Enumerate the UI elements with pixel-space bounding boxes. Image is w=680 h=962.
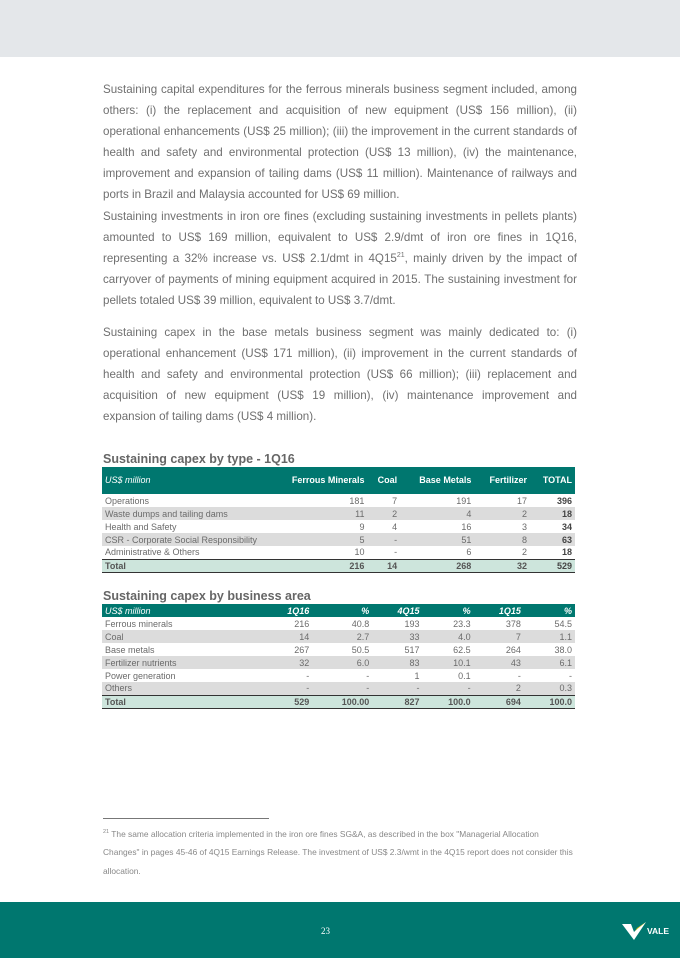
cell-value: 18	[561, 547, 572, 558]
cell-value: 0.3	[524, 682, 575, 695]
cell-value: 63	[530, 533, 575, 546]
cell-value: 23.3	[453, 618, 471, 629]
cell-value: 62.5	[453, 644, 471, 655]
cell-value: 2	[474, 507, 530, 520]
row-label: CSR - Corporate Social Responsibility	[102, 533, 267, 546]
footnote: $^{21}$ The same allocation criteria implemented in the iron ore fines SG&A, as described in the box "Managerial Allocation Changes" in pages 45-46 of 4Q15 Earnings Release. The investment of US$ 2.3/wmt in the 4Q15 report does not consider this allocation.	[103, 828, 573, 876]
column-header: Base Metals	[400, 467, 474, 494]
cell-value: -	[262, 682, 312, 695]
vale-v-icon	[622, 922, 646, 940]
column-header: Fertilizer	[474, 467, 530, 494]
cell-value: 32	[262, 656, 312, 669]
cell-value: 10.1	[423, 656, 474, 669]
column-header: 1Q15	[474, 604, 524, 617]
cell-value: 378	[505, 618, 521, 629]
cell-value: 2	[367, 507, 400, 520]
row-label: Waste dumps and tailing dams	[102, 507, 267, 520]
cell-value: -	[312, 682, 372, 695]
cell-value: 54.5	[554, 618, 572, 629]
cell-value: 16	[461, 521, 472, 532]
cell-value: 2	[474, 682, 524, 695]
cell-value: 14	[262, 630, 312, 643]
total-row	[102, 559, 575, 572]
cell-value: -	[366, 670, 370, 681]
cell-value: 100.0	[524, 695, 575, 708]
row-label: Health and Safety	[105, 521, 177, 532]
table-row	[102, 494, 575, 507]
cell-value: 18	[530, 507, 575, 520]
row-label: Power generation	[105, 670, 176, 681]
table-row	[102, 546, 575, 559]
table-row	[102, 630, 575, 643]
cell-value: -	[367, 533, 400, 546]
cell-value: 7	[474, 630, 524, 643]
cell-value: 1.1	[524, 630, 575, 643]
footer-band	[0, 902, 680, 958]
column-header: TOTAL	[530, 467, 575, 494]
cell-value: 7	[392, 495, 398, 506]
cell-value: 38.0	[554, 644, 572, 655]
cell-value: 827	[372, 695, 422, 708]
cell-value: 529	[262, 695, 312, 708]
table-row	[102, 643, 575, 656]
cell-value: -	[372, 682, 422, 695]
cell-value: 34	[561, 521, 572, 532]
row-label: Base metals	[105, 644, 155, 655]
cell-value: 17	[516, 495, 527, 506]
cell-value: 3	[521, 521, 527, 532]
row-label: Fertilizer nutrients	[102, 656, 262, 669]
cell-value: -	[423, 682, 474, 695]
cell-value: 216	[294, 618, 310, 629]
paragraph-ferrous: Sustaining capital expenditures for the ferrous minerals business segment included, among others: (i) the replacement and acquisition of new equipment (US$ 156 million), (ii) operational enhancements (US$ 25 million); (iii) the improvement in the current standards of health and safety and environmental protection (US$ 13 million), (iv) the maintenance, improvement and expansion of tailing dams (US$ 11 million). Maintenance of railways and ports in Brazil and Malaysia accounted for US$ 69 million.	[103, 83, 577, 201]
cell-value: 51	[400, 533, 474, 546]
cell-value: 83	[372, 656, 422, 669]
cell-value: 2	[521, 547, 527, 558]
row-label: Operations	[105, 495, 150, 506]
cell-value: -	[306, 670, 310, 681]
cell-value: 8	[474, 533, 530, 546]
cell-value: 264	[505, 644, 521, 655]
cell-value: 100.0	[423, 695, 474, 708]
cell-value: -	[517, 670, 521, 681]
cell-value: 10	[354, 547, 365, 558]
cell-value: 181	[349, 495, 365, 506]
column-header: Coal	[367, 467, 400, 494]
cell-value: 193	[404, 618, 420, 629]
column-header: %	[312, 604, 372, 617]
table-row	[102, 669, 575, 682]
column-header: %	[423, 604, 474, 617]
column-header: US$ million	[102, 604, 262, 617]
cell-value: 1	[414, 670, 420, 681]
column-header: 4Q15	[372, 604, 422, 617]
cell-value: 396	[556, 495, 572, 506]
footnote-divider	[103, 818, 269, 819]
cell-value: 32	[474, 559, 530, 572]
cell-value: 268	[400, 559, 474, 572]
cell-value: 4.0	[423, 630, 474, 643]
capex-by-type-table	[102, 467, 575, 573]
table-row	[102, 520, 575, 533]
row-label: Ferrous minerals	[105, 618, 173, 629]
paragraph-base-metals: Sustaining capex in the base metals business segment was mainly dedicated to: (i) operational enhancement (US$ 171 million), (ii) improvement in the current standards of health and safety and environmental protection (US$ 66 million); (iii) replacement and acquisition of new equipment (US$ 19 million), (iv) maintenance improvement and expansion of tailing dams (US$ 4 million).	[103, 326, 577, 423]
table-row	[102, 533, 575, 546]
page-number: 23	[321, 926, 330, 936]
table-row	[102, 682, 575, 695]
cell-value: 6.1	[524, 656, 575, 669]
cell-value: 4	[400, 507, 474, 520]
footnote-ref: 21	[396, 252, 405, 260]
cell-value: 0.1	[458, 670, 471, 681]
cell-value: 40.8	[351, 618, 370, 629]
table-row	[102, 656, 575, 669]
cell-value: 2.7	[312, 630, 372, 643]
cell-value: -	[569, 670, 572, 681]
row-label: Coal	[102, 630, 262, 643]
cell-value: 9	[359, 521, 365, 532]
cell-value: 529	[530, 559, 575, 572]
column-header: 1Q16	[262, 604, 312, 617]
vale-logo: VALE	[622, 922, 669, 940]
row-label: Administrative & Others	[105, 547, 200, 558]
table-row	[102, 617, 575, 630]
table-row	[102, 507, 575, 520]
cell-value: 191	[456, 495, 472, 506]
cell-value: 11	[267, 507, 367, 520]
cell-value: 5	[267, 533, 367, 546]
row-label: Total	[102, 695, 262, 708]
cell-value: 694	[474, 695, 524, 708]
row-label: Total	[102, 559, 267, 572]
capex-by-area-table	[102, 604, 575, 709]
column-header: %	[524, 604, 575, 617]
cell-value: -	[394, 547, 398, 558]
table1-title: Sustaining capex by type - 1Q16	[103, 452, 295, 466]
header-band	[0, 0, 680, 57]
cell-value: 14	[367, 559, 400, 572]
cell-value: 4	[392, 521, 398, 532]
total-row	[102, 695, 575, 708]
paragraph-iron-ore: Sustaining investments in iron ore fines (excluding sustaining investments in pellets plants) amounted to US$ 169 million, equivalent to US$ 2.9/dmt of iron ore fines in 1Q16, representing a 32% increase vs. US$ 2.1/dmt in $4Q15^{21}$, mainly driven by the impact of carryover of payments of mining equipment acquired in 2015. The sustaining investment for pellets totaled US$ 39 million, equivalent to US$ 3.7/dmt.	[103, 210, 577, 307]
column-header: Ferrous Minerals	[267, 467, 367, 494]
cell-value: 517	[404, 644, 420, 655]
cell-value: 267	[294, 644, 310, 655]
cell-value: 100.00	[312, 695, 372, 708]
row-label: Others	[102, 682, 262, 695]
cell-value: 6	[466, 547, 472, 558]
column-header: US$ million	[102, 467, 267, 494]
cell-value: 216	[267, 559, 367, 572]
cell-value: 50.5	[351, 644, 370, 655]
cell-value: 33	[372, 630, 422, 643]
cell-value: 6.0	[312, 656, 372, 669]
cell-value: 43	[474, 656, 524, 669]
table2-title: Sustaining capex by business area	[103, 589, 311, 603]
